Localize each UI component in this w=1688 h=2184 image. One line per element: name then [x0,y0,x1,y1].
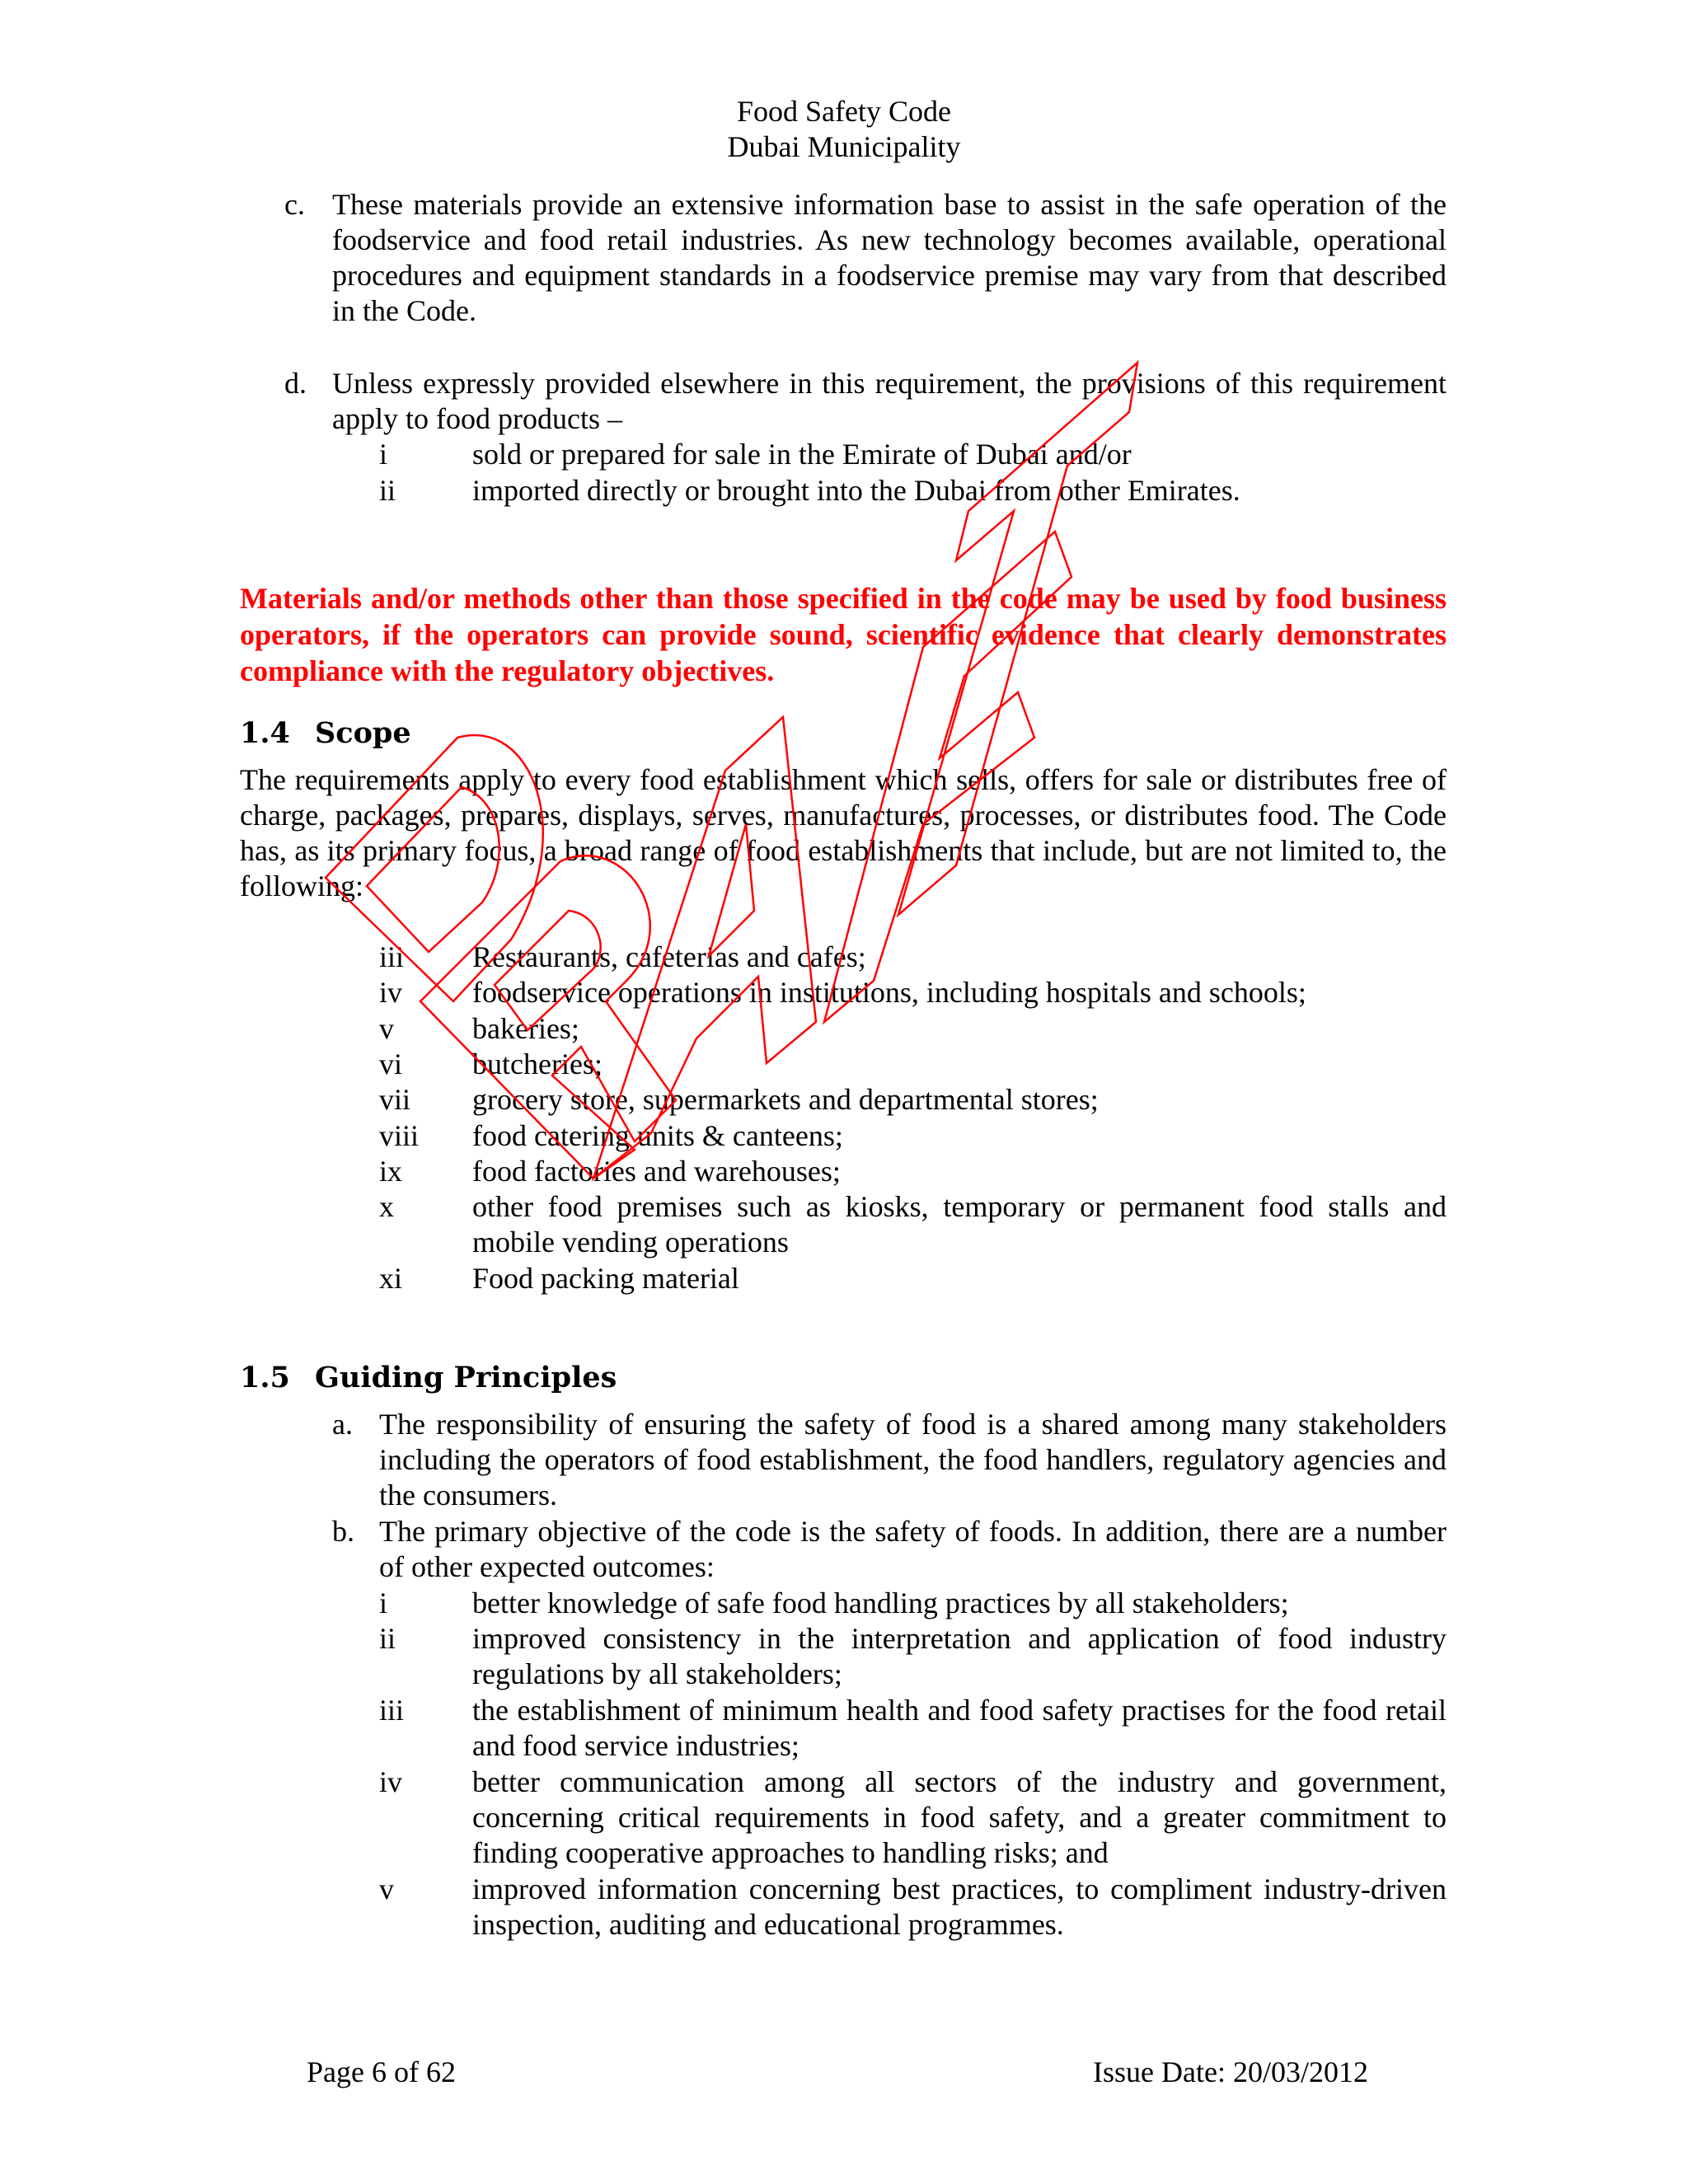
list-item-text: sold or prepared for sale in the Emirate of Dubai and/or [472,438,1132,471]
paragraph-d: Unless expressly provided elsewhere in this requirement, the provisions of this requirement apply to food products – [332,367,1447,435]
list-number: vi [379,1047,403,1080]
list-number: iv [379,1765,403,1798]
list-item-text: better communication among all sectors of the industry and government, concerning critical requirements in food safety, and a greater commitment to finding cooperative approaches to handling risks; and [472,1765,1447,1869]
list-item-text: Restaurants, cafeterias and cafes; [472,940,866,973]
list-number: iii [379,1694,405,1727]
list-number: i [379,438,388,471]
page-number: Page 6 of 62 [307,2055,456,2088]
item-label-a: a. [332,1408,353,1441]
header-title: Food Safety Code [737,95,951,128]
section-number-principles: 1.5 [240,1361,290,1394]
list-item-text: butcheries; [472,1047,603,1080]
item-label-b: b. [332,1515,354,1548]
list-item-text: the establishment of minimum health and food safety practises for the food retail and food service industries; [472,1694,1447,1762]
section-title-principles: Guiding Principles [315,1361,617,1394]
section-number-scope: 1.4 [240,716,290,750]
list-item-text: foodservice operations in institutions, including hospitals and schools; [472,976,1306,1009]
list-number: x [379,1190,394,1223]
issue-date: Issue Date: 20/03/2012 [1093,2055,1368,2088]
list-item-text: improved information concerning best practices, to compliment industry-driven inspection, auditing and educational programmes. [472,1872,1447,1941]
list-number: vii [379,1083,411,1116]
list-item-text: food catering units & canteens; [472,1119,843,1152]
section-title-scope: Scope [315,716,411,750]
list-item-text: bakeries; [472,1012,579,1045]
list-item-text: imported directly or brought into the Dubai from other Emirates. [472,474,1240,507]
list-number: viii [379,1119,420,1152]
list-number: v [379,1872,394,1905]
paragraph-c: These materials provide an extensive information base to assist in the safe operation of the foodservice and food retail industries. As new technology becomes available, operational procedures and equipment standards in a foodservice premise may vary from that described in the Code. [332,188,1447,327]
item-label-c: c. [284,188,305,221]
list-item-text: grocery store, supermarkets and departmental stores; [472,1083,1099,1116]
list-number: ii [379,474,396,507]
list-number: ii [379,1622,396,1655]
scope-paragraph: The requirements apply to every food establishment which sells, offers for sale or distributes free of charge, packages, prepares, displays, serves, manufactures, processes, or distributes food. The Code has, as its primary focus, a broad range of food establishments that include, but are not limited to, the following: [240,763,1447,902]
list-number: iv [379,976,403,1009]
principle-b-text: The primary objective of the code is the safety of foods. In addition, there are a number of other expected outcomes: [379,1515,1447,1583]
list-item-text: other food premises such as kiosks, temporary or permanent food stalls and mobile vending operations [472,1190,1447,1258]
list-item-text: food factories and warehouses; [472,1155,841,1188]
list-item-text: improved consistency in the interpretation and application of food industry regulations by all stakeholders; [472,1622,1447,1690]
list-number: iii [379,940,405,973]
item-label-d: d. [284,367,307,400]
list-item-text: better knowledge of safe food handling practices by all stakeholders; [472,1586,1289,1619]
list-number: xi [379,1262,403,1295]
compliance-notice: Materials and/or methods other than those specified in the code may be used by food business operators, if the operators can provide sound, scientific evidence that clearly demonstrates compliance with the regulatory objectives. [240,582,1447,687]
list-item-text: Food packing material [472,1262,739,1295]
list-number: i [379,1586,388,1619]
list-number: ix [379,1155,403,1188]
list-number: v [379,1012,394,1045]
header-subtitle: Dubai Municipality [727,130,961,163]
principle-a-text: The responsibility of ensuring the safety of food is a shared among many stakeholders including the operators of food establishment, the food handlers, regulatory agencies and the consumers. [379,1408,1447,1511]
